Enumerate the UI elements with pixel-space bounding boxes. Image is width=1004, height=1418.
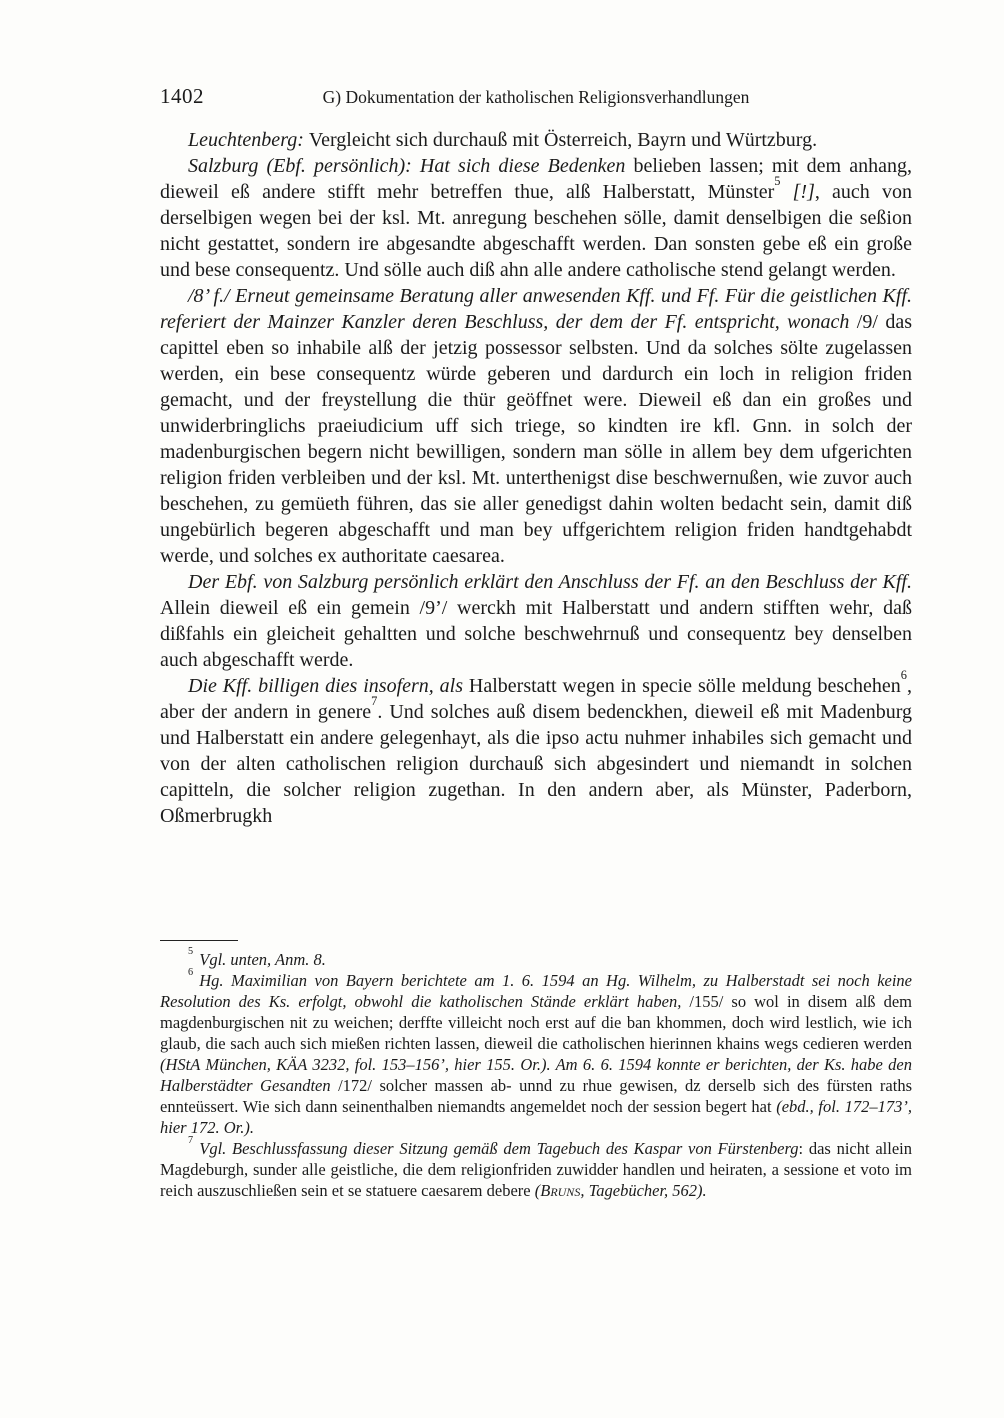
text-run: , Tagebücher, 562).: [580, 1181, 707, 1200]
footnote-marker: 5: [774, 173, 781, 188]
text-run: , auch von derselbigen wegen bei der ksl. Mt. anregung beschehen sölle, damit denselbigen die seßion nicht gestattet, sondern ire abgesandte abgeschafft werden. Dan sonsten gebe eß ein große und bese consequentz. Und sölle auch diß ahn alle andere catholische stend gelangt werden.: [160, 181, 912, 281]
text-run: Salzburg (Ebf. persönlich): Hat sich diese Bedenken: [188, 155, 634, 177]
text-run: , aber der andern in genere: [160, 675, 912, 723]
text-run: Vgl. unten, Anm. 8.: [199, 950, 326, 969]
footnote-number: 7: [188, 1134, 194, 1146]
paragraph: [160, 283, 912, 569]
text-run: /8’ f./ Erneut gemeinsame Beratung aller anwesenden Kff. und Ff. Für die geistlichen Kff. referiert der Mainzer Kanzler deren Beschluss, der dem der Ff. entspricht, wonach: [160, 285, 912, 333]
text-run: (: [534, 1181, 541, 1200]
text-run: Vgl. Beschlussfassung dieser Sitzung gemäß dem Tagebuch des Kaspar von Fürstenberg: [199, 1139, 799, 1158]
text-run: Leuchtenberg:: [188, 129, 309, 151]
footnote: [160, 966, 913, 1138]
paragraph: [160, 127, 912, 153]
paragraph: [160, 153, 912, 283]
footnote-marker: 6: [900, 667, 907, 682]
text-run: : das nicht allein Magdeburgh, sunder alle geistliche, die dem religionfriden zuwidder handlen und heiraten, a sessione et voto im reich auszuschließen sein et se statuere caesarem debere: [160, 1139, 912, 1200]
text-run: /172/ solcher massen ab- unnd zu rhue gewisen, dz derselb sich des fürsten raths ennteüssert. Wie sich dann seinenthalben niemandts angemeldet noch der session begert hat: [160, 1076, 912, 1116]
footnotes: [160, 945, 913, 1201]
text-run: /9/ das capittel eben so inhabile alß der jetzig possessor selbsten. Und da solches sölte zugelassen werden, ein bese consequentz würde geberen und dardurch ein loch in religion friden gemacht, und der freystellung die thür geöffnet were. Dieweil eß dan ein großes und unwiderbringlichs praeiudicium uff sich triege, so kindten ire kfl. Gnn. in solch der madenburgischen begern nicht bewilligen, sondern man sölle in allem bey dem ufgerichten religion friden verbleiben und der ksl. Mt. unterthenigst dise beschwernußen, wie zuvor auch beschehen, zu gemüeth führen, das sie aller genedigst dahin wolten bedacht sein, damit diß ungebürlich begeren abgeschafft und man bey uffgerichtem religion friden handtgehabdt werde, und solches ex authoritate caesarea.: [160, 311, 912, 567]
footnote-marker: 7: [371, 693, 378, 708]
footnote-number: 6: [188, 966, 194, 978]
running-header: [160, 84, 912, 110]
text-run: belieben lassen; mit dem anhang, dieweil eß andere stifft mehr betreffen thue, alß Halberstatt, Münster: [160, 155, 912, 203]
text-run: Die Kff. billigen dies insofern, als: [188, 675, 469, 697]
page-number: 1402: [160, 84, 204, 108]
text-run: (ebd., fol. 172–173’, hier 172. Or.).: [160, 1097, 912, 1137]
text-run: Vergleicht sich durchauß mit Österreich, Bayrn und Würtzburg.: [308, 129, 818, 151]
running-title: G) Dokumentation der katholischen Religionsverhandlungen: [322, 87, 750, 107]
text-run: Bruns: [540, 1181, 581, 1200]
footnote-number: 5: [188, 945, 194, 957]
text-run: Hg. Maximilian von Bayern berichtete am 1. 6. 1594 an Hg. Wilhelm, zu Halberstadt sei noch keine Resolution des Ks. erfolgt, obwohl die katholischen Stände erklärt haben,: [160, 971, 912, 1011]
text-run: Allein dieweil eß ein gemein /9’/ werckh mit Halberstatt und andern stifften wehr, daß dißfahls ein gleicheit gehaltten und solche beschwehrnuß und consequentz bey denselben auch abgeschafft werde.: [160, 597, 912, 671]
paragraph: [160, 569, 912, 673]
footnote: [160, 945, 912, 970]
text-run: . Und solches auß disem bedenckhen, dieweil eß mit Madenburg und Halberstatt ein andere gelegenhayt, als die ipso actu nuhmer inhabiles sich gemacht und von der alten catholischen religion durchauß sich abgesindert und niemandt in solchen capitteln, die solcher religion zugethan. In den andern aber, als Münster, Paderborn, Oßmerbrugkh: [160, 701, 912, 827]
text-run: Halberstatt wegen in specie sölle meldung beschehen: [468, 675, 901, 697]
text-run: /155/ so wol in disem alß dem magdenburgischen nit zu weichen; derffte villeicht noch erst auf die ban khommen, doch wird lestlich, wie ich glaub, die sach auch sich mießen richten lassen, dieweil die catholischen hierinnen khains wegs cedieren werden: [160, 992, 913, 1053]
main-text: [160, 127, 912, 829]
footnote-separator: [160, 940, 238, 941]
text-run: (HStA München, KÄA 3232, fol. 153–156’, hier 155. Or.). Am 6. 6. 1594 konnte er berichten, der Ks. habe den Halberstädter Gesandten: [160, 1055, 912, 1095]
text-run: [!]: [792, 181, 815, 203]
text-run: [780, 181, 792, 203]
footnote: [160, 1134, 912, 1201]
paragraph: [160, 667, 912, 829]
text-run: Der Ebf. von Salzburg persönlich erklärt den Anschluss der Ff. an den Beschluss der Kff.: [188, 571, 912, 593]
